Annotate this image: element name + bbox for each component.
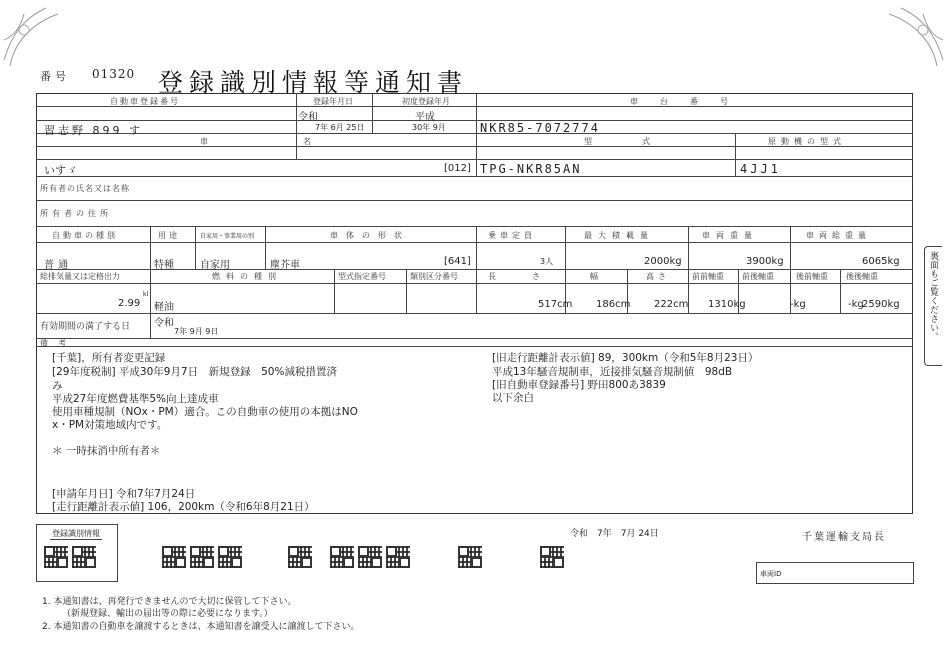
capacity: 3人 (540, 257, 554, 266)
header-car-name: 車名 (200, 137, 406, 146)
header-gross-weight: 車両総重量 (806, 231, 871, 240)
plate-number: 習志野 899 す (44, 124, 143, 137)
qr-code (330, 546, 354, 568)
corner-ornament-right (877, 0, 947, 70)
header-rf-axle: 後前軸重 (796, 272, 828, 281)
header-displacement: 総排気量又は定格出力 (40, 272, 120, 281)
header-vehicle-type: 自動車の種別 (52, 231, 118, 240)
note-2: 2. 本通知書の自動車を譲渡するときは、本通知書を譲受人に譲渡して下さい。 (42, 622, 360, 632)
expiry-date: 7年 9月 9日 (174, 327, 219, 336)
expiry-era: 令和 (154, 318, 174, 329)
qr-code (162, 546, 186, 568)
length: 517cm (538, 299, 573, 310)
side-note-tab (924, 246, 942, 366)
qr-code (190, 546, 214, 568)
header-body-shape: 車体の形状 (330, 231, 410, 240)
remark-right-3: 以下余白 (492, 392, 534, 404)
header-engine-model: 原動機の型式 (768, 137, 846, 146)
header-capacity: 乗車定員 (488, 231, 536, 240)
qr-code (218, 546, 242, 568)
rr-axle: 2590kg (862, 299, 900, 310)
qr-code (540, 546, 564, 568)
model-number: TPG-NKR85AN (480, 162, 582, 176)
remark-left-8: [走行距離計表示値] 106，200km（令和6年8月21日） (52, 501, 315, 513)
header-fr-axle: 前後軸重 (742, 272, 774, 281)
header-reg-number: 自動車登録番号 (110, 97, 180, 106)
header-owner-name: 所有者の氏名又は名称 (40, 184, 130, 193)
displacement: 2.99 (118, 298, 141, 309)
header-weight: 車両重量 (702, 231, 758, 240)
gross-weight: 6065kg (862, 256, 900, 267)
issue-date: 令和 7年 7月 24日 (570, 529, 659, 539)
ff-axle: 1310kg (708, 299, 746, 310)
header-width: 幅 (590, 272, 600, 281)
issuer: 千葉運輸支局長 (802, 532, 886, 543)
header-expiry: 有効期間の満了する日 (40, 322, 131, 332)
qr-code (386, 546, 410, 568)
header-reg-date: 登録年月日 (313, 97, 353, 106)
use: 特種 (154, 260, 174, 271)
remark-right-1: 平成13年騒音規制車，近接排気騒音規制値 98dB (492, 366, 733, 378)
use-sub: 自家用 (200, 260, 230, 271)
remark-left-3: 平成27年度燃費基準5%向上達成車 (52, 393, 219, 405)
fuel: 軽油 (154, 302, 174, 313)
note-1: （新規登録、輸出の届出等の際に必要になります。） (62, 609, 273, 619)
header-model: 型式 (584, 137, 700, 146)
remark-left-0: [千葉]，所有者変更記録 (52, 352, 166, 364)
car-maker: いすゞ (44, 164, 77, 177)
qr-code (458, 546, 482, 568)
remark-left-4: 使用車種規制（NOx・PM）適合。この自動車の使用の本拠はNO (52, 406, 358, 418)
body-code: [641] (444, 256, 471, 267)
corner-ornament-left (0, 0, 70, 70)
header-max-load: 最大積載量 (584, 231, 654, 240)
rf-axle: -kg (848, 299, 864, 310)
header-category-number: 類別区分番号 (410, 272, 458, 281)
reg-info-label: 登録識別情報 (52, 529, 100, 538)
header-use-sub: 自家用・事業用の別 (200, 233, 255, 240)
max-load: 2000kg (644, 256, 682, 267)
reg-era: 令和 (298, 112, 318, 123)
header-chassis: 車台番号 (630, 97, 750, 106)
header-height: 高さ (646, 272, 670, 281)
reg-date: 7年 6月 25日 (315, 123, 365, 132)
header-first-reg: 初度登録年月 (402, 97, 450, 106)
vehicle-id-label: 車両ID (760, 570, 782, 578)
header-remarks: 備考 (40, 339, 76, 348)
remark-left-6: ＊ 一時抹消中所有者＊ (52, 445, 161, 457)
model-code: [012] (444, 163, 471, 174)
remark-right-2: [旧自動車登録番号] 野田800あ3839 (492, 379, 666, 391)
width: 186cm (596, 299, 631, 310)
remark-left-1: [29年度税制] 平成30年9月7日 新規登録 50%減税措置済 (52, 366, 337, 378)
remark-left-5: x・PM対策地域内です。 (52, 419, 168, 431)
header-owner-address: 所有者の住所 (40, 209, 112, 218)
header-fuel: 燃料の種別 (212, 272, 282, 281)
fr-axle: -kg (790, 299, 806, 310)
header-use: 用途 (158, 231, 180, 240)
doc-number-label: 番号 (40, 70, 70, 83)
chassis-number: NKR85-7072774 (480, 121, 600, 135)
header-length: 長さ (488, 272, 576, 281)
header-rr-axle: 後後軸重 (846, 272, 878, 281)
header-ff-axle: 前前軸重 (692, 272, 724, 281)
body-shape: 塵芥車 (270, 260, 300, 271)
doc-number: 01320 (92, 67, 136, 81)
qr-code (358, 546, 382, 568)
doc-title: 登録識別情報等通知書 (158, 68, 469, 97)
displacement-unit: kl (143, 291, 149, 298)
remark-right-0: [旧走行距離計表示値] 89，300km（令和5年8月23日） (492, 352, 759, 364)
first-reg-date: 30年 9月 (412, 123, 446, 132)
remark-left-2: み (52, 380, 63, 392)
first-reg-era: 平成 (415, 112, 435, 123)
height: 222cm (654, 299, 689, 310)
qr-code (72, 546, 96, 568)
vehicle-type: 普通 (44, 260, 72, 271)
remark-left-7: [申請年月日] 令和7年7月24日 (52, 488, 196, 500)
engine-model: 4JJ1 (740, 162, 781, 176)
qr-code (44, 546, 68, 568)
qr-code (288, 546, 312, 568)
weight: 3900kg (746, 256, 784, 267)
header-type-designation: 型式指定番号 (338, 272, 386, 281)
note-0: 1. 本通知書は、再発行できませんので大切に保管して下さい。 (42, 597, 297, 607)
side-note-text: 裏面もご覧ください。 (928, 251, 938, 341)
